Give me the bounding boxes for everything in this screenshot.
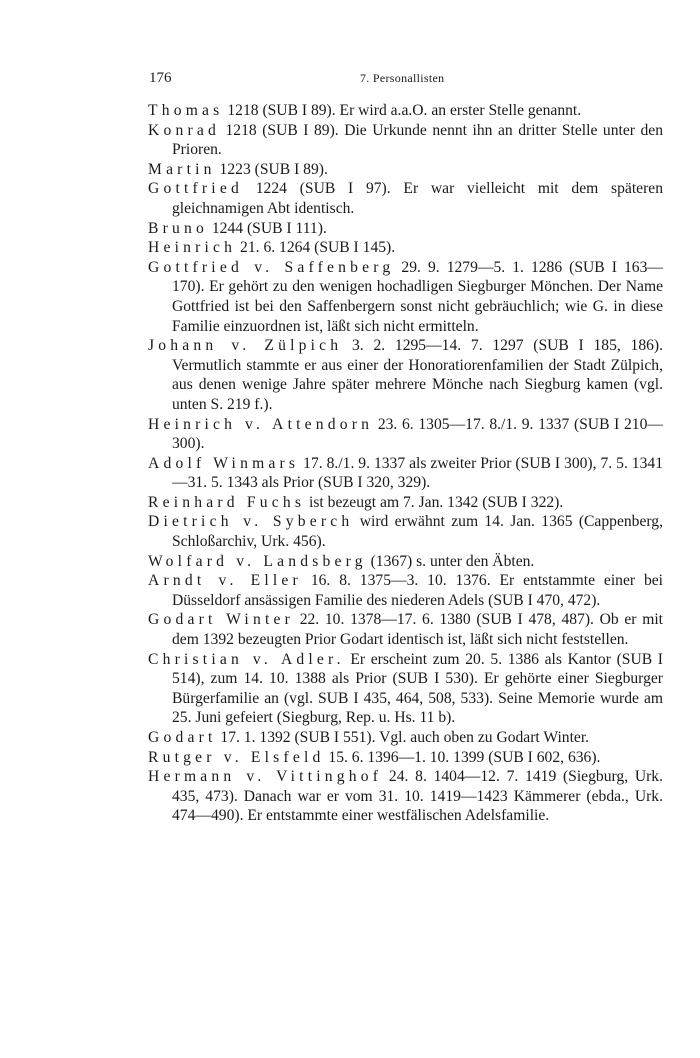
list-entry: [148, 258, 663, 336]
entry-text: 15. 6. 1396—1. 10. 1399 (SUB I 602, 636).: [324, 748, 601, 766]
entry-name: Wolfard v. Landsberg: [148, 552, 367, 570]
list-entry: [148, 493, 663, 513]
entry-text: 16. 8. 1375—3. 10. 1376. Er entstammte einer bei Düsseldorf ansässigen Familie des niederen Adels (SUB I 470, 472).: [172, 572, 663, 609]
entry-text: ist bezeugt am 7. Jan. 1342 (SUB I 322).: [305, 493, 564, 511]
entry-text: 22. 10. 1378—17. 6. 1380 (SUB I 478, 487). Ob er mit dem 1392 bezeugten Prior Godart identisch ist, läßt sich nicht feststellen.: [172, 611, 663, 649]
entry-name: Gottfried v. Saffenberg: [148, 258, 395, 276]
list-entry: [148, 454, 663, 493]
entry-text: 29. 9. 1279—5. 1. 1286 (SUB I 163—170). Er gehört zu den wenigen hochadligen Siegburger Mönchen. Der Name Gottfried ist bei den Saffenbergern sonst nicht gebräuchlich; wie G. in diese Familie einzuordnen ist, läßt sich nicht ermitteln.: [172, 258, 663, 335]
entry-name: Heinrich: [148, 239, 237, 257]
list-entry: [148, 571, 663, 610]
list-entry: [148, 767, 663, 826]
entry-name: Godart Winter: [148, 611, 294, 629]
entry-name: Johann v. Zülpich: [148, 337, 343, 355]
list-entry: [148, 121, 663, 160]
entry-text: (1367) s. unter den Äbten.: [366, 552, 535, 570]
list-entry: [148, 650, 663, 728]
entry-name: Arndt v. Eller: [148, 572, 302, 590]
list-entry: [148, 336, 663, 414]
list-entry: [148, 610, 663, 649]
entry-name: Thomas: [148, 102, 224, 119]
list-entry: [148, 552, 663, 572]
entry-name: Dietrich v. Syberch: [148, 513, 354, 531]
prior-list: [148, 101, 663, 826]
list-entry: [148, 512, 663, 551]
entry-text: 17. 1. 1392 (SUB I 551). Vgl. auch oben zu Godart Winter.: [216, 729, 590, 746]
list-entry: [148, 219, 663, 239]
entry-name: Reinhard Fuchs: [148, 493, 306, 511]
list-entry: [148, 728, 663, 748]
entry-text: 1223 (SUB I 89).: [215, 160, 328, 178]
list-entry: [148, 748, 663, 768]
entry-name: Martin: [148, 160, 216, 178]
entry-text: 1218 (SUB I 89). Die Urkunde nennt ihn an dritter Stelle unter den Prioren.: [172, 121, 663, 159]
entry-text: 21. 6. 1264 (SUB I 145).: [236, 239, 396, 257]
running-head: 7. Personallisten: [360, 71, 445, 85]
list-entry: [148, 415, 663, 454]
entry-text: 1244 (SUB I 111).: [207, 219, 327, 237]
entry-name: Heinrich v. Attendorn: [148, 415, 374, 433]
entry-text: 24. 8. 1404—12. 7. 1419 (Siegburg, Urk. 435, 473). Danach war er vom 31. 10. 1419—1423 Kämmerer (ebda., Urk. 474—490). Er entstammte einer westfälischen Adelsfamilie.: [172, 768, 663, 825]
list-entry: [148, 101, 663, 121]
entry-text: wird erwähnt zum 14. Jan. 1365 (Cappenberg, Schloßarchiv, Urk. 456).: [172, 513, 663, 551]
entry-text: 23. 6. 1305—17. 8./1. 9. 1337 (SUB I 210—300).: [172, 415, 663, 453]
list-entry: [148, 238, 663, 258]
entry-name: Konrad: [148, 121, 220, 139]
entry-text: 1218 (SUB I 89). Er wird a.a.O. an erster Stelle genannt.: [223, 102, 582, 119]
entry-name: Gottfried: [148, 180, 243, 198]
entry-name: Bruno: [148, 219, 208, 237]
entry-name: Godart: [148, 729, 217, 746]
entry-text: Er erscheint zum 20. 5. 1386 als Kantor (SUB I 514), zum 14. 10. 1388 als Prior (SUB I 530). Er gehörte einer Siegburger Bürgerfamilie an (vgl. SUB I 435, 464, 508, 533). Seine Memorie wurde am 25. Juni gefeiert (Siegburg, Rep. u. Hs. 11 b).: [172, 650, 663, 727]
list-entry: [148, 179, 663, 218]
entry-name: Hermann v. Vittinghof: [148, 768, 383, 786]
page-number: 176: [149, 70, 172, 86]
entry-text: 3. 2. 1295—14. 7. 1297 (SUB I 185, 186). Vermutlich stammte er aus einer der Honoratiorenfamilien der Stadt Zülpich, aus denen wenige Jahre später mehrere Mönche nach Siegburg kamen (vgl. unten S. 219 f.).: [172, 337, 664, 413]
entry-name: Rutger v. Elsfeld: [148, 748, 325, 766]
entry-text: 1224 (SUB I 97). Er war vielleicht mit dem späteren gleichnamigen Abt identisch.: [172, 180, 663, 217]
entry-name: Christian v. Adler.: [148, 650, 345, 668]
entry-text: 17. 8./1. 9. 1337 als zweiter Prior (SUB I 300), 7. 5. 1341—31. 5. 1343 als Prior (SUB I 320, 329).: [172, 454, 663, 492]
list-entry: [148, 160, 663, 180]
entry-name: Adolf Winmars: [148, 454, 300, 472]
